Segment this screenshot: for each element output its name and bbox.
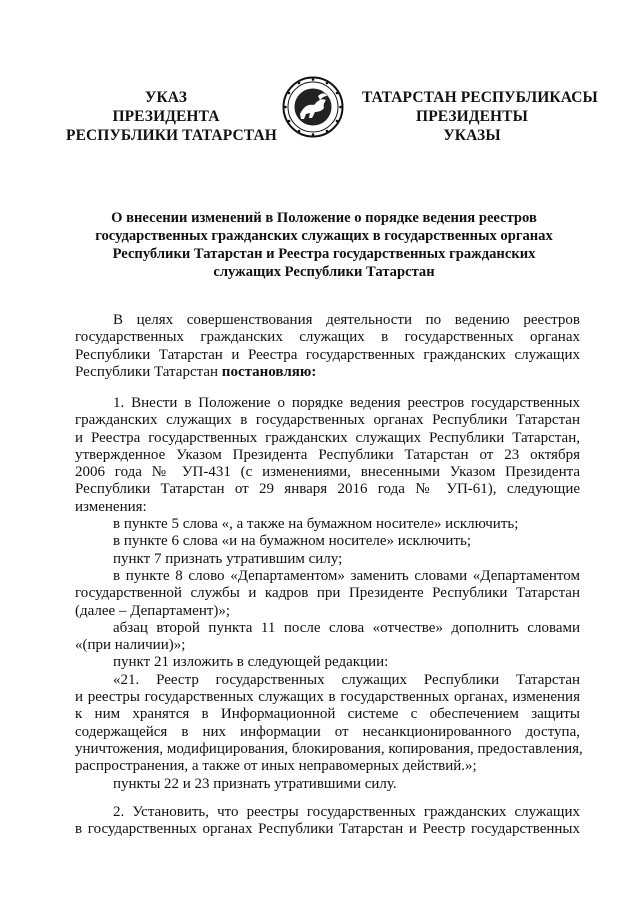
preamble-line: В целях совершенствования деятельности по ведению реестров (113, 312, 580, 328)
point21-intro: пункт 21 изложить в следующей редакции: (113, 654, 389, 671)
point21-line: и реестры государственных служащих в государственных органах, изменения (75, 689, 580, 706)
header-left-russian (66, 88, 277, 145)
point22-line: пункты 22 и 23 признать утратившими силу. (113, 775, 397, 792)
change-line: пункт 7 признать утратившим силу; (113, 550, 343, 567)
point21-line: к ним хранятся в Информационной системе с обеспечением защиты (75, 706, 580, 723)
point11-line: «(при наличии)»; (75, 637, 186, 654)
title-line: Республики Татарстан и Реестра государственных гражданских (112, 246, 536, 262)
change-line: в пункте 6 слова «и на бумажном носителе» исключить; (113, 533, 472, 550)
item1-line: 2006 года № УП-431 (с изменениями, внесенными Указом Президента (75, 464, 580, 481)
item-1-paragraph (75, 395, 583, 793)
header-left-line: УКАЗ (144, 89, 187, 106)
item1-line: 1. Внести в Положение о порядке ведения реестров государственных (113, 395, 580, 411)
header-right-line: ПРЕЗИДЕНТЫ (416, 108, 528, 125)
item2-line: в государственных органах Республики Татарстан и Реестр государственных (75, 821, 580, 838)
point21-line: «21. Реестр государственных служащих Республики Татарстан (113, 671, 580, 688)
postanovlyayu-keyword: постановляю: (221, 363, 317, 380)
item1-line: гражданских служащих в государственных органах Республики Татарстан (75, 412, 580, 429)
point11-line: абзац второй пункта 11 после слова «отчестве» дополнить словами (113, 619, 580, 636)
header-left-line: РЕСПУБЛИКИ ТАТАРСТАН (66, 127, 277, 144)
header-right-line: ТАТАРСТАН РЕСПУБЛИКАСЫ (362, 89, 598, 106)
item1-line: Республики Татарстан от 29 января 2016 года № УП-61), следующие (75, 481, 580, 498)
item-2-paragraph (75, 804, 580, 839)
point8-line: государственной службы и кадров при Президенте Республики Татарстан (75, 585, 580, 602)
title-line: государственных гражданских служащих в государственных органах (95, 228, 553, 244)
decree-title (60, 209, 588, 281)
preamble-paragraph (75, 312, 580, 381)
item1-line: и Реестра государственных гражданских служащих Республики Татарстан, (75, 429, 580, 446)
tatarstan-emblem-icon (282, 76, 344, 138)
point21-line: распространения, а также от иных неправомерных действий.»; (75, 758, 477, 775)
item2-line: 2. Установить, что реестры государственных гражданских служащих (113, 804, 580, 820)
header-right-line: УКАЗЫ (443, 127, 501, 144)
header-left-line: ПРЕЗИДЕНТА (112, 108, 220, 125)
point8-line: в пункте 8 слово «Департаментом» заменить словами «Департаментом (113, 567, 580, 584)
change-line: в пункте 5 слова «, а также на бумажном носителе» исключить; (113, 516, 519, 533)
preamble-line: государственных гражданских служащих в государственных органах (75, 329, 580, 346)
preamble-last-line (75, 364, 580, 381)
title-line: служащих Республики Татарстан (213, 264, 435, 280)
point21-line: уничтожения, модифицирования, блокирования, копирования, предоставления, (75, 740, 583, 757)
title-line: О внесении изменений в Положение о порядке ведения реестров (111, 210, 537, 226)
header-right-tatar (362, 88, 598, 145)
item1-line: изменения: (75, 498, 147, 515)
point8-line: (далее – Департамент)»; (75, 602, 231, 619)
preamble-last-text: Республики Татарстан (75, 363, 219, 380)
point21-line: содержащейся в них информации от несанкционированного доступа, (75, 723, 580, 740)
preamble-line: Республики Татарстан и Реестра государственных гражданских служащих (75, 346, 580, 363)
item1-line: утвержденное Указом Президента Республики Татарстан от 23 октября (75, 446, 580, 463)
